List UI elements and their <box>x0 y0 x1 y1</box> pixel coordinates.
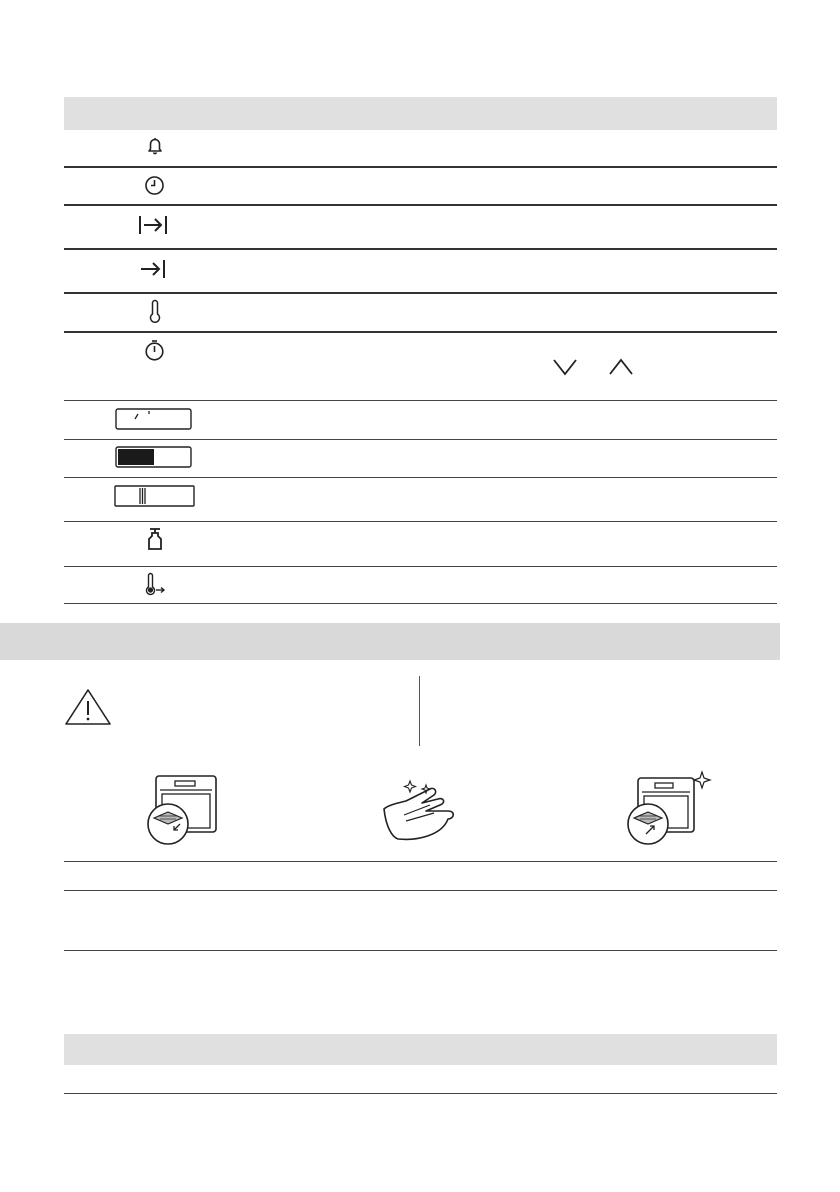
cleaning-cloth-hand-icon <box>378 775 462 847</box>
bell-icon <box>145 136 165 156</box>
empty-bar-icon <box>115 408 192 430</box>
table-row-divider <box>64 861 777 862</box>
table-row-divider <box>64 521 777 522</box>
chevron-down-icon <box>552 358 578 376</box>
warning-triangle-icon <box>64 688 112 726</box>
section-header-band <box>0 623 780 660</box>
table-row-divider <box>64 890 777 891</box>
table-row-divider <box>64 1093 777 1094</box>
fast-heat-bar-icon <box>114 485 195 507</box>
oven-insert-shelf-icon <box>620 772 708 848</box>
symbols-table-header <box>64 97 777 130</box>
table-row-divider <box>64 603 777 604</box>
table-row-divider <box>64 166 777 168</box>
table-row-divider <box>64 950 777 951</box>
bottom-table-header <box>64 1034 777 1065</box>
clock-icon <box>144 175 165 196</box>
table-row-divider <box>64 566 777 567</box>
steam-water-tank-icon <box>147 527 163 551</box>
table-row-divider <box>64 292 777 294</box>
table-row-divider <box>64 477 777 478</box>
table-row-divider <box>64 331 777 333</box>
oven-remove-shelf-icon <box>138 772 224 848</box>
duration-icon <box>137 214 169 236</box>
table-row-divider <box>64 248 777 250</box>
minute-minder-icon <box>144 339 165 362</box>
table-row-divider <box>64 439 777 440</box>
temperature-icon <box>148 300 162 324</box>
end-time-icon <box>139 258 167 280</box>
core-temperature-sensor-icon <box>144 573 168 597</box>
column-divider <box>419 676 420 746</box>
table-row-divider <box>64 204 777 206</box>
chevron-up-icon <box>608 358 634 376</box>
table-row-divider <box>64 400 777 401</box>
heat-up-bar-icon <box>115 446 192 468</box>
